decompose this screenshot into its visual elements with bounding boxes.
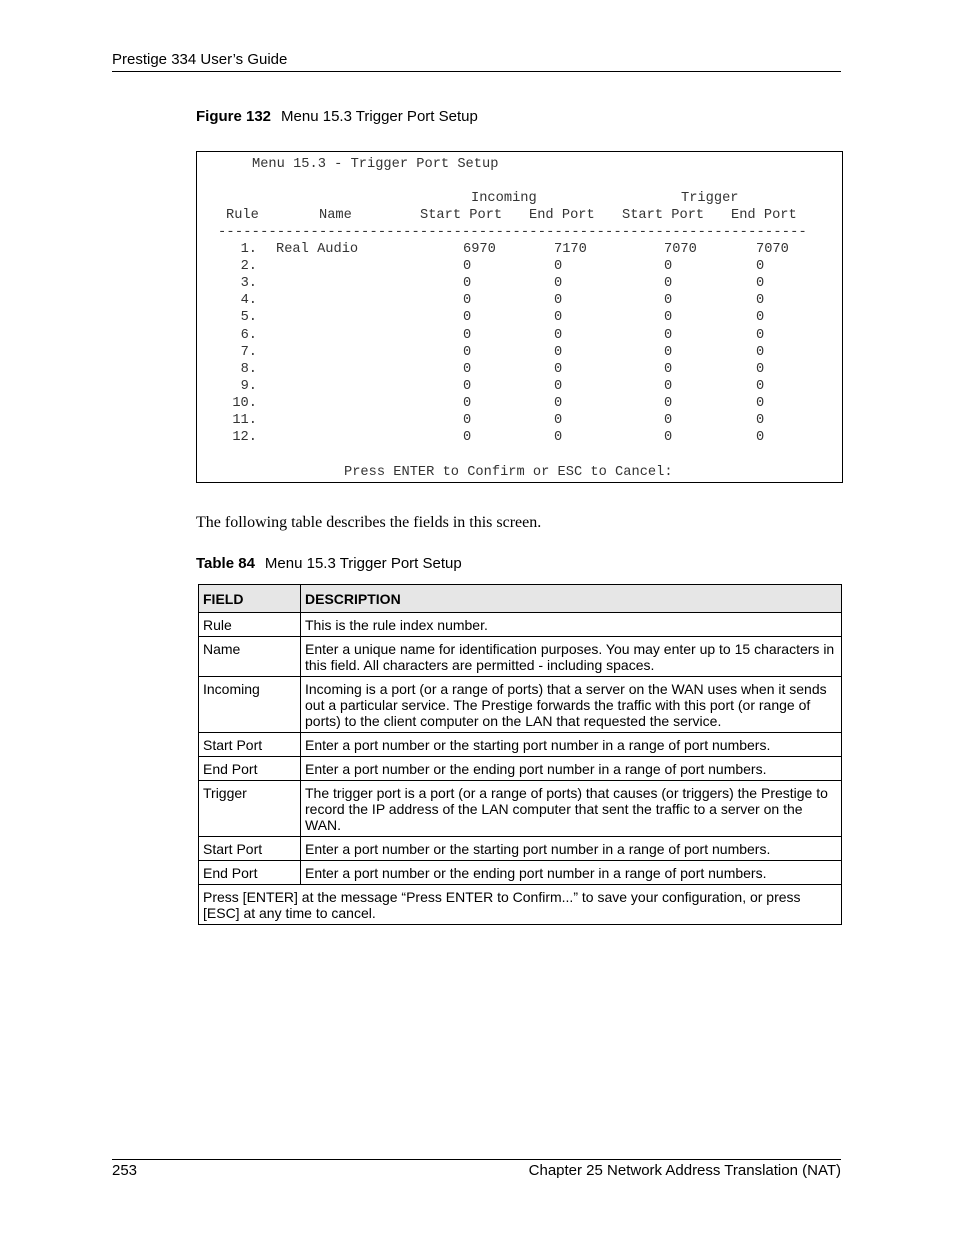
column-header-trigger-end: End Port xyxy=(731,208,797,223)
trigger-end-port: 0 xyxy=(756,310,765,326)
rule-number: 1. xyxy=(240,242,257,257)
rule-name: Real Audio xyxy=(276,242,359,257)
incoming-end-port: 0 xyxy=(554,293,563,309)
table-row xyxy=(199,613,842,637)
table-footer-row xyxy=(199,885,842,925)
incoming-start-port: 0 xyxy=(463,413,472,428)
rule-number: 9. xyxy=(240,378,257,394)
incoming-end-port: 0 xyxy=(554,378,563,394)
trigger-start-port: 0 xyxy=(664,430,673,446)
trigger-end-port: 0 xyxy=(756,430,765,446)
column-header-name: Name xyxy=(319,208,352,223)
page-number: 253 xyxy=(112,1162,138,1179)
header-field: FIELD xyxy=(199,585,301,613)
description-cell: Incoming is a port (or a range of ports) that a server on the WAN uses when it sends out a particular service. The Prestige forwards the traffic with this port (or range of ports) to the client computer on the LAN that requested the service. xyxy=(301,677,842,733)
rule-number: 12. xyxy=(232,430,257,446)
incoming-start-port: 0 xyxy=(463,361,472,377)
description-cell: Enter a port number or the starting port number in a range of port numbers. xyxy=(301,837,842,861)
incoming-end-port: 0 xyxy=(554,361,563,377)
trigger-end-port: 0 xyxy=(756,293,765,309)
rule-number: 5. xyxy=(240,310,257,326)
table-row xyxy=(199,677,842,733)
incoming-start-port: 0 xyxy=(463,378,472,394)
rule-number: 4. xyxy=(240,293,257,309)
trigger-end-port: 0 xyxy=(756,413,765,428)
field-cell: Start Port xyxy=(199,837,301,861)
table-row xyxy=(199,837,842,861)
incoming-start-port: 0 xyxy=(463,293,472,309)
figure-title: Menu 15.3 Trigger Port Setup xyxy=(281,108,478,125)
trigger-start-port: 0 xyxy=(664,310,673,326)
trigger-start-port: 0 xyxy=(664,293,673,309)
trigger-start-port: 0 xyxy=(664,344,673,360)
rule-number: 3. xyxy=(240,276,257,292)
running-header-title: Prestige 334 User’s Guide xyxy=(112,51,288,68)
table-row xyxy=(199,733,842,757)
table-header-row xyxy=(199,585,842,613)
table-caption xyxy=(196,555,462,572)
incoming-start-port: 0 xyxy=(463,327,472,343)
screen-title: Menu 15.3 - Trigger Port Setup xyxy=(252,157,499,172)
table-row xyxy=(199,861,842,885)
field-cell: End Port xyxy=(199,757,301,781)
table-footer-note: Press [ENTER] at the message “Press ENTER to Confirm...” to save your configuration, or press [ESC] at any time to cancel. xyxy=(199,885,842,925)
terminal-screen xyxy=(196,151,843,483)
intro-text: The following table describes the fields in this screen. xyxy=(196,514,542,531)
incoming-end-port: 7170 xyxy=(554,242,587,257)
separator-line: ---------------------------------------------------------------------- xyxy=(218,225,807,240)
trigger-start-port: 0 xyxy=(664,378,673,394)
trigger-start-port: 7070 xyxy=(664,242,697,257)
column-header-incoming-end: End Port xyxy=(529,208,595,223)
description-cell: Enter a port number or the ending port number in a range of port numbers. xyxy=(301,861,842,885)
field-cell: Start Port xyxy=(199,733,301,757)
group-header-trigger: Trigger xyxy=(681,191,739,206)
trigger-end-port: 0 xyxy=(756,327,765,343)
incoming-start-port: 0 xyxy=(463,259,472,275)
incoming-start-port: 0 xyxy=(463,395,472,411)
field-cell: Trigger xyxy=(199,781,301,837)
table-row xyxy=(199,781,842,837)
description-cell: Enter a port number or the ending port number in a range of port numbers. xyxy=(301,757,842,781)
trigger-start-port: 0 xyxy=(664,413,673,428)
field-cell: Incoming xyxy=(199,677,301,733)
description-cell: Enter a port number or the starting port number in a range of port numbers. xyxy=(301,733,842,757)
incoming-end-port: 0 xyxy=(554,259,563,275)
trigger-start-port: 0 xyxy=(664,276,673,292)
chapter-title: Chapter 25 Network Address Translation (NAT) xyxy=(528,1162,841,1179)
rule-number: 10. xyxy=(232,395,257,411)
incoming-start-port: 0 xyxy=(463,430,472,446)
field-cell: Rule xyxy=(199,613,301,637)
field-description-table xyxy=(198,584,842,925)
incoming-start-port: 0 xyxy=(463,310,472,326)
incoming-end-port: 0 xyxy=(554,413,563,428)
field-cell: End Port xyxy=(199,861,301,885)
header-rule xyxy=(112,71,841,72)
trigger-end-port: 0 xyxy=(756,259,765,275)
description-cell: The trigger port is a port (or a range of ports) that causes (or triggers) the Prestige to record the IP address of the LAN computer that sent the traffic to a server on the WAN. xyxy=(301,781,842,837)
footer-rule xyxy=(112,1159,841,1160)
group-header-incoming: Incoming xyxy=(471,191,537,206)
table-row xyxy=(199,637,842,677)
incoming-start-port: 0 xyxy=(463,344,472,360)
rule-number: 2. xyxy=(240,259,257,275)
trigger-end-port: 7070 xyxy=(756,242,789,257)
column-header-incoming-start: Start Port xyxy=(420,208,503,223)
trigger-start-port: 0 xyxy=(664,327,673,343)
trigger-end-port: 0 xyxy=(756,276,765,292)
rule-number: 6. xyxy=(240,327,257,343)
incoming-end-port: 0 xyxy=(554,344,563,360)
incoming-end-port: 0 xyxy=(554,310,563,326)
rule-number: 11. xyxy=(232,413,257,428)
description-cell: This is the rule index number. xyxy=(301,613,842,637)
table-row xyxy=(199,757,842,781)
table-title: Menu 15.3 Trigger Port Setup xyxy=(264,555,462,572)
field-cell: Name xyxy=(199,637,301,677)
rule-number: 8. xyxy=(240,361,257,377)
incoming-end-port: 0 xyxy=(554,327,563,343)
header-description: DESCRIPTION xyxy=(301,585,842,613)
figure-label: Figure 132 xyxy=(196,108,272,125)
table-label: Table 84 xyxy=(196,555,255,572)
incoming-end-port: 0 xyxy=(554,430,563,446)
incoming-start-port: 0 xyxy=(463,276,472,292)
trigger-start-port: 0 xyxy=(664,259,673,275)
figure-caption xyxy=(196,108,478,125)
trigger-start-port: 0 xyxy=(664,395,673,411)
trigger-end-port: 0 xyxy=(756,361,765,377)
incoming-end-port: 0 xyxy=(554,276,563,292)
description-cell: Enter a unique name for identification purposes. You may enter up to 15 characters in this field. All characters are permitted - including spaces. xyxy=(301,637,842,677)
confirm-prompt: Press ENTER to Confirm or ESC to Cancel: xyxy=(344,465,673,480)
trigger-start-port: 0 xyxy=(664,361,673,377)
column-header-trigger-start: Start Port xyxy=(622,208,705,223)
incoming-start-port: 6970 xyxy=(463,242,496,257)
trigger-end-port: 0 xyxy=(756,395,765,411)
incoming-end-port: 0 xyxy=(554,395,563,411)
trigger-end-port: 0 xyxy=(756,378,765,394)
trigger-end-port: 0 xyxy=(756,344,765,360)
rule-number: 7. xyxy=(240,344,257,360)
column-header-rule: Rule xyxy=(226,208,259,223)
